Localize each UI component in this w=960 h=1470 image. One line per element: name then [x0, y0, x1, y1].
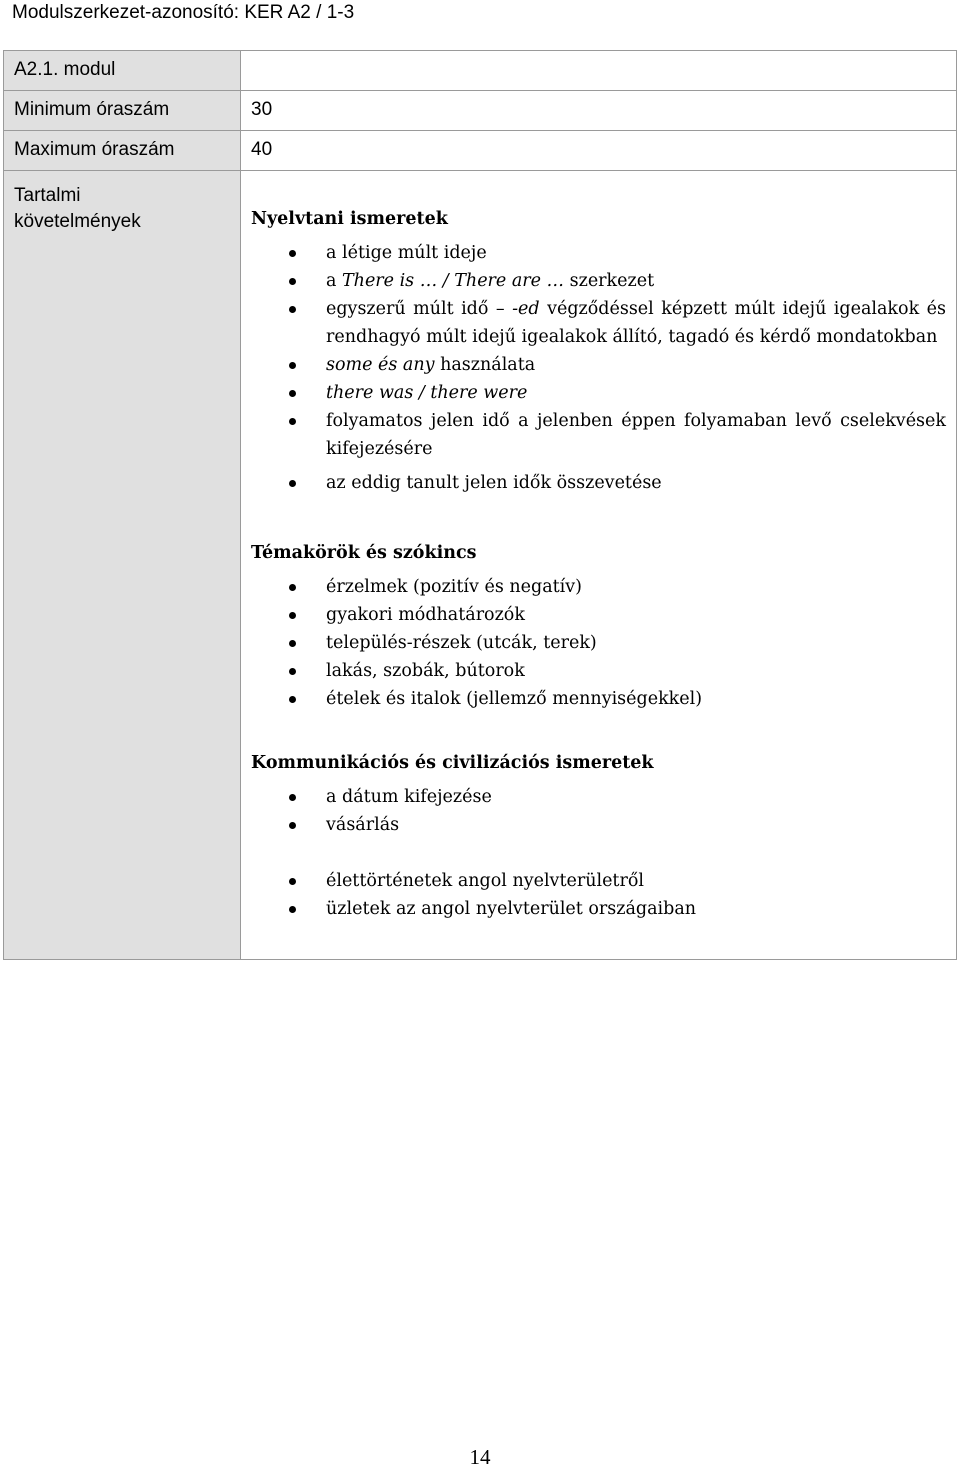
- bullet-icon: [289, 278, 296, 285]
- bullet-icon: [289, 878, 296, 885]
- content-label-line1: Tartalmi: [14, 185, 81, 206]
- communication-section-title: Kommunikációs és civilizációs ismeretek: [251, 753, 654, 773]
- list-item: a dátum kifejezése: [251, 783, 946, 811]
- list-item: élettörténetek angol nyelvterületről: [251, 867, 946, 895]
- list-item: érzelmek (pozitív és negatív): [251, 573, 946, 601]
- max-hours-label: Maximum óraszám: [4, 131, 241, 171]
- page-number: 14: [469, 1445, 491, 1469]
- list-item: ételek és italok (jellemző mennyiségekkel): [251, 685, 946, 713]
- list-item: az eddig tanult jelen idők összevetése: [251, 469, 946, 497]
- bullet-icon: [289, 390, 296, 397]
- max-hours-row: [4, 131, 957, 171]
- grammar-section-title: Nyelvtani ismeretek: [251, 209, 448, 229]
- list-item: település-részek (utcák, terek): [251, 629, 946, 657]
- list-item: some és any használata: [251, 351, 946, 379]
- list-item: üzletek az angol nyelvterület országaiban: [251, 895, 946, 923]
- document-header: Modulszerkezet-azonosító: KER A2 / 1-3: [12, 2, 355, 23]
- module-title-row: [4, 51, 957, 91]
- list-item: a There is … / There are … szerkezet: [251, 267, 946, 295]
- max-hours-value: 40: [241, 131, 957, 171]
- list-item: folyamatos jelen idő a jelenben éppen folyamaban levő cselekvések kifejezésére: [251, 407, 946, 463]
- bullet-icon: [289, 584, 296, 591]
- bullet-icon: [289, 668, 296, 675]
- content-requirements-label: [4, 171, 241, 960]
- list-item: egyszerű múlt idő – -ed végződéssel képzett múlt idejű igealakok és rendhagyó múlt idejű igealakok állító, tagadó és kérdő mondatokban: [251, 295, 946, 351]
- bullet-icon: [289, 640, 296, 647]
- list-item: lakás, szobák, bútorok: [251, 657, 946, 685]
- bullet-icon: [289, 822, 296, 829]
- list-item: gyakori módhatározók: [251, 601, 946, 629]
- bullet-icon: [289, 418, 296, 425]
- empty-cell: [241, 51, 957, 91]
- bullet-icon: [289, 612, 296, 619]
- list-item: a létige múlt ideje: [251, 239, 946, 267]
- bullet-icon: [289, 906, 296, 913]
- content-label-line2: követelmények: [14, 211, 141, 232]
- topics-list: [251, 573, 946, 713]
- bullet-icon: [289, 794, 296, 801]
- list-item: there was / there were: [251, 379, 946, 407]
- min-hours-row: [4, 91, 957, 131]
- topics-section-title: Témakörök és szókincs: [251, 543, 477, 563]
- communication-list: [251, 783, 946, 839]
- bullet-icon: [289, 362, 296, 369]
- module-table: [3, 50, 957, 960]
- communication-list-continued: [251, 867, 946, 923]
- content-requirements: [241, 171, 957, 960]
- min-hours-value: 30: [241, 91, 957, 131]
- bullet-icon: [289, 696, 296, 703]
- bullet-icon: [289, 250, 296, 257]
- module-title: A2.1. modul: [4, 51, 241, 91]
- min-hours-label: Minimum óraszám: [4, 91, 241, 131]
- bullet-icon: [289, 480, 296, 487]
- grammar-list: [251, 239, 946, 497]
- content-requirements-row: [4, 171, 957, 960]
- bullet-icon: [289, 306, 296, 313]
- list-item: vásárlás: [251, 811, 946, 839]
